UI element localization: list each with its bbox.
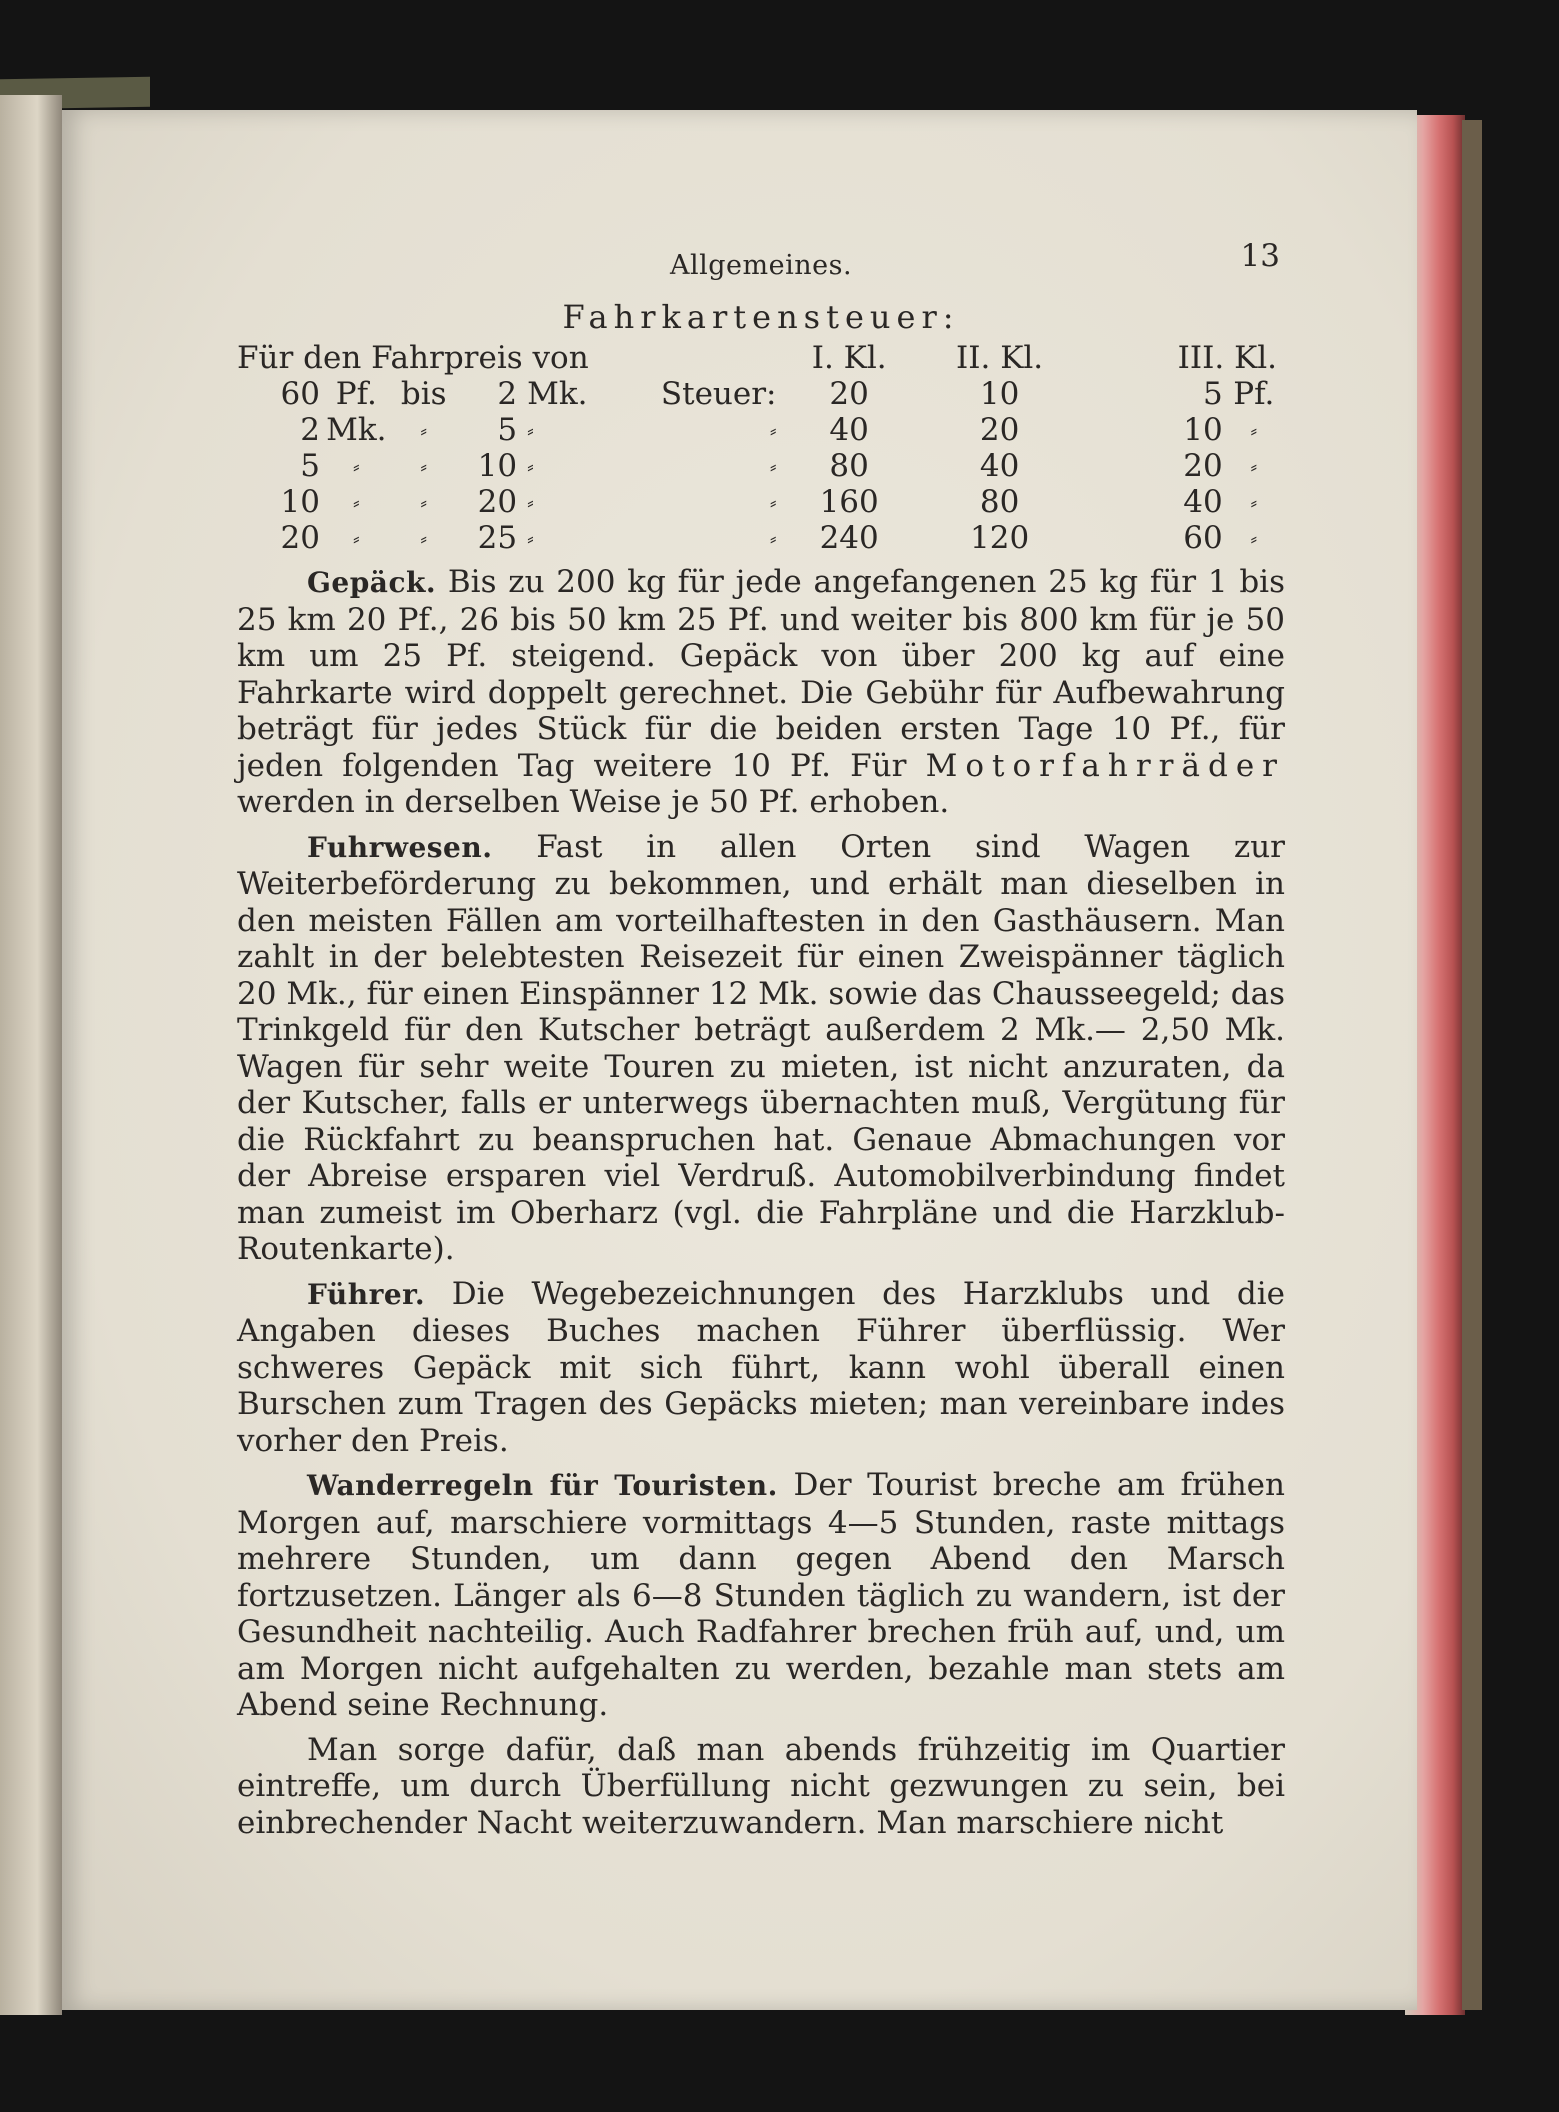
paragraph-text: Bis zu 200 kg für jede angefangenen 25 kg für 1 bis 25 km 20 Pf., 26 bis 50 km 25 Pf. und weiter bis 800 km für je 50 km um 25 Pf. steigend. Gepäck von über 200 kg auf eine Fahrkarte wird doppelt gerechnet. Die Gebühr für Aufbewahrung beträgt für jedes Stück für die beiden ersten Tage 10 Pf., für jeden folgenden Tag weitere 10 Pf. Für: [237, 564, 1285, 784]
left-page-sliver: [0, 95, 62, 2015]
row-mid: bis: [400, 376, 447, 412]
row-from: 60: [280, 376, 320, 412]
row-class3: 10: [1183, 412, 1223, 448]
row-class1: 40: [829, 412, 869, 448]
page-header: [237, 230, 1285, 280]
book-page: [62, 110, 1417, 2010]
row-class1: 80: [829, 448, 869, 484]
paragraph-text: werden in derselben Weise je 50 Pf. erhoben.: [237, 784, 950, 820]
section-heading-wanderregeln: Wanderregeln für Touristen.: [307, 1469, 778, 1502]
row-mid: ⸗: [420, 454, 428, 478]
paragraph-text: Der Tourist breche am frühen Morgen auf, marschiere vormittags 4—5 Stunden, raste mittags mehrere Stunden, um dann gegen Abend den Marsch fortzusetzen. Länger als 6—8 Stunden täglich zu wandern, ist der Gesundheit nachteilig. Auch Radfahrer brechen früh auf, und, um am Morgen nicht aufgehalten zu werden, bezahle man stets am Abend seine Rechnung.: [237, 1467, 1285, 1723]
section-heading-gepaeck: Gepäck.: [307, 566, 437, 599]
row-unit: ⸗: [1250, 418, 1258, 442]
section-heading-fuehrer: Führer.: [307, 1277, 426, 1311]
row-class2: 40: [979, 448, 1020, 484]
row-from-unit: ⸗: [352, 454, 360, 478]
row-to: 25: [477, 520, 518, 556]
row-to-unit: ⸗: [527, 526, 534, 550]
row-steuer: ⸗: [769, 526, 777, 550]
row-steuer: ⸗: [769, 418, 777, 442]
row-class3: 20: [1183, 448, 1223, 484]
row-to: 20: [477, 484, 518, 520]
row-class3: 5: [1202, 376, 1223, 412]
row-steuer: Steuer:: [660, 376, 777, 412]
row-to-unit: Mk.: [527, 376, 588, 412]
fare-tax-table: [237, 340, 1285, 556]
row-to-unit: ⸗: [527, 490, 534, 514]
paragraph-gepaeck: [237, 564, 1285, 821]
row-from: 10: [280, 484, 320, 520]
header-class1: I. Kl.: [811, 340, 887, 376]
row-from-unit: ⸗: [352, 490, 360, 514]
row-unit: ⸗: [1250, 454, 1258, 478]
row-mid: ⸗: [420, 418, 428, 442]
row-from-unit: Pf.: [335, 376, 377, 412]
row-to: 5: [497, 412, 518, 448]
row-unit: Pf.: [1233, 376, 1275, 412]
row-class2: 120: [970, 520, 1030, 556]
row-from-unit: ⸗: [352, 526, 360, 550]
paragraph-text: Fast in allen Orten sind Wagen zur Weiterbeförderung zu bekommen, und erhält man dieselben in den meisten Fällen am vorteilhaftesten in den Gasthäusern. Man zahlt in der belebtesten Reisezeit für einen Zweispänner täglich 20 Mk., für einen Einspänner 12 Mk. sowie das Chausseegeld; das Trinkgeld für den Kutscher beträgt außerdem 2 Mk.— 2,50 Mk. Wagen für sehr weite Touren zu mieten, ist nicht anzuraten, da der Kutscher, falls er unterwegs übernachten muß, Vergütung für die Rückfahrt zu beanspruchen hat. Genaue Abmachungen vor der Abreise ersparen viel Verdruß. Automobilverbindung findet man zumeist im Oberharz (vgl. die Fahrpläne und die Harzklub-Routenkarte).: [237, 828, 1285, 1267]
row-to-unit: ⸗: [527, 454, 534, 478]
header-label: Für den Fahrpreis von: [237, 340, 589, 376]
row-to-unit: ⸗: [527, 418, 534, 442]
paragraph-fuehrer: [237, 1276, 1285, 1460]
paragraph-fuhrwesen: [237, 829, 1285, 1268]
table-row: [237, 484, 1285, 520]
row-class3: 40: [1183, 484, 1223, 520]
row-unit: ⸗: [1250, 490, 1258, 514]
row-class3: 60: [1183, 520, 1223, 556]
spaced-word: Motorfahrräder: [925, 747, 1285, 784]
table-title: Fahrkartensteuer:: [562, 298, 960, 336]
row-to: 10: [477, 448, 518, 484]
table-row: [237, 448, 1285, 484]
row-steuer: ⸗: [769, 490, 777, 514]
page-number: 13: [1240, 238, 1280, 274]
spacer: [237, 556, 1285, 564]
row-from: 20: [280, 520, 320, 556]
spacer: [237, 1459, 1285, 1467]
running-head: Allgemeines.: [669, 250, 853, 281]
spacer: [237, 1268, 1285, 1276]
table-row: [237, 376, 1285, 412]
row-from-unit: Mk.: [326, 412, 387, 448]
paragraph-wanderregeln: [237, 1467, 1285, 1724]
row-unit: ⸗: [1250, 526, 1258, 550]
page-content: [237, 230, 1285, 1841]
paragraph-text: Die Wegebezeichnungen des Harzklubs und die Angaben dieses Buches machen Führer überflüssig. Wer schweres Gepäck mit sich führt, kann wohl überall einen Burschen zum Tragen des Gepäcks mieten; man vereinbare indes vorher den Preis.: [237, 1275, 1285, 1459]
table-row: [237, 412, 1285, 448]
row-class2: 10: [979, 376, 1020, 412]
row-steuer: ⸗: [769, 454, 777, 478]
row-class1: 20: [829, 376, 869, 412]
row-from: 2: [300, 412, 320, 448]
table-row: [237, 520, 1285, 556]
row-mid: ⸗: [420, 490, 428, 514]
spacer: [237, 821, 1285, 829]
row-class2: 20: [979, 412, 1020, 448]
header-class2: II. Kl.: [956, 340, 1044, 376]
row-class1: 160: [819, 484, 879, 520]
header-class3: III. Kl.: [1177, 340, 1277, 376]
table-header-row: [237, 340, 1285, 376]
section-heading-fuhrwesen: Fuhrwesen.: [307, 830, 493, 864]
row-mid: ⸗: [420, 526, 428, 550]
row-to: 2: [497, 376, 518, 412]
book-cover-right: [1462, 120, 1482, 2010]
paragraph-quartier: [237, 1732, 1285, 1842]
spacer: [237, 1724, 1285, 1732]
row-from: 5: [300, 448, 320, 484]
row-class2: 80: [979, 484, 1020, 520]
paragraph-text: Man sorge dafür, daß man abends frühzeitig im Quartier eintreffe, um durch Überfüllung nicht gezwungen zu sein, bei einbrechender Nacht weiterzuwandern. Man marschiere nicht: [237, 1731, 1285, 1841]
row-class1: 240: [819, 520, 879, 556]
